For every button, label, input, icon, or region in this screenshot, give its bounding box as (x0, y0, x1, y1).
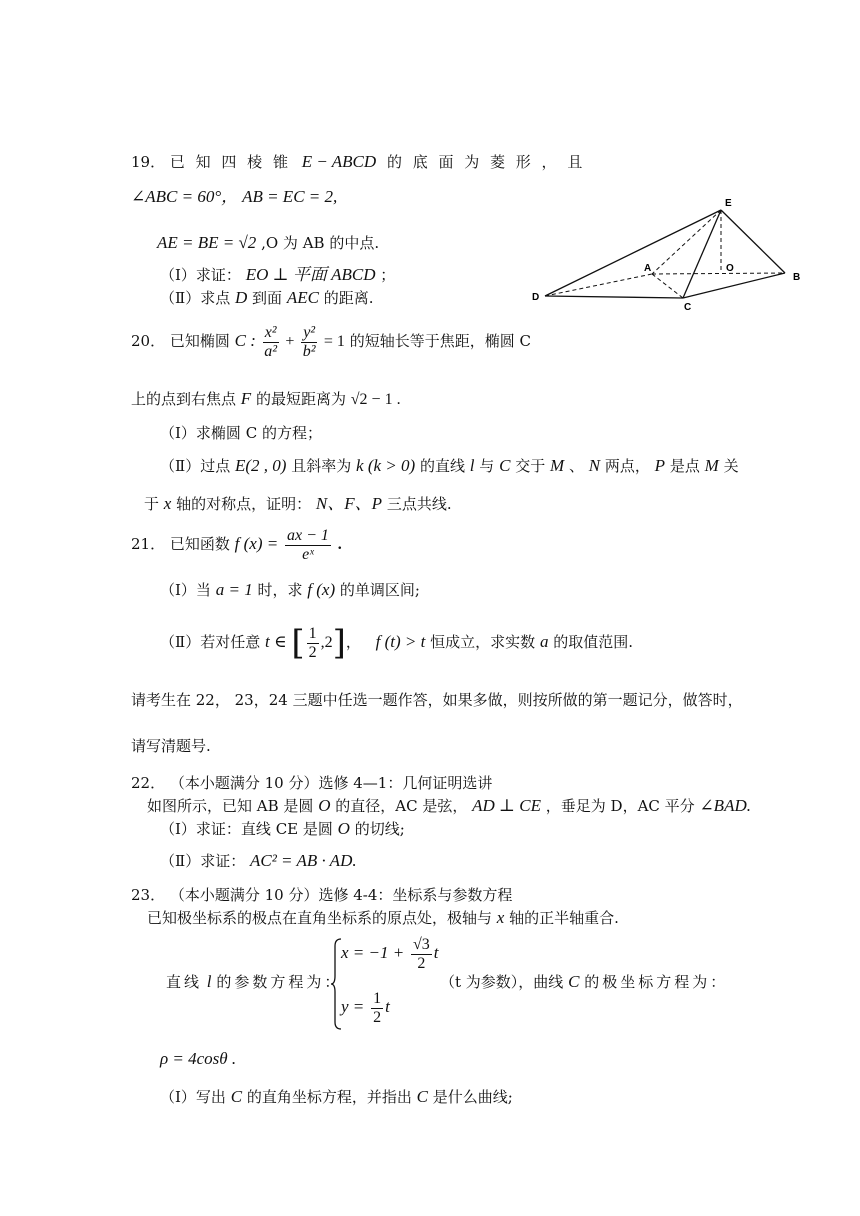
y-over-b-fraction: $\frac{\text{y²}}{\text{b²}}$ (302, 323, 316, 360)
interval-left-bracket: [ (291, 623, 305, 663)
interval-right-bracket: ] (332, 623, 346, 663)
pyramid-figure (520, 192, 820, 312)
q19-part2: （Ⅱ）求点 D 到面 AEC 的距离. (160, 288, 374, 307)
q20-part1: （Ⅰ）求椭圆 C 的方程； (160, 424, 322, 442)
vertex-A: A (644, 263, 652, 274)
param-eq-y: y = $\frac{1}{2}$ t (341, 989, 390, 1026)
q22-header: 22． （本小题满分 10 分）选修 4—1：几何证明选讲 (131, 774, 493, 792)
q23-line2-tail: （t 为参数），曲线 C 的极坐标方程为： (440, 972, 729, 991)
half-fraction: $\frac{1}{2}$ (308, 624, 317, 661)
q23-line2-label: 直线 l 的参数方程为： (166, 972, 343, 991)
q20-part2-cont: 于 x 轴的对称点，证明： N、F、P 三点共线. (144, 494, 452, 513)
selection-note-line1: 请考生在 22， 23，24 三题中任选一题作答，如果多做，则按所做的第一题记分，做答时， (131, 691, 743, 709)
vertex-C: C (684, 302, 692, 312)
x-over-a-fraction: $\frac{\text{x²}}{\text{a²}}$ (264, 323, 278, 360)
param-eq-x: x = −1 + $\frac{√3}{2}$ t (341, 935, 439, 972)
q21-part2: （Ⅱ）若对任意 t ∈ [ $\frac{1}{2}$ ,2]， f (t) > t 恒成立，求实数 a 的取值范围. (160, 623, 633, 663)
q20-line1: 20． 已知椭圆 C : $\frac{\text{x²}}{\text{a²}}$ + $\frac{\text{y²}}{\text{b²}}$ = 1 的短轴长等于焦距，椭圆 C (131, 323, 531, 360)
selection-note-line2: 请写清题号. (131, 737, 211, 755)
q19-line2: ∠ABC = 60°， AB = EC = 2, (131, 187, 338, 206)
q23-header: 23． （本小题满分 10 分）选修 4-4：坐标系与参数方程 (131, 886, 513, 904)
q19-part1: （Ⅰ）求证： EO ⊥ 平面 ABCD ； (160, 265, 396, 284)
one-half-fraction: $\frac{1}{2}$ (373, 989, 382, 1026)
vertex-E: E (725, 198, 732, 209)
vertex-O: O (726, 263, 734, 274)
polar-equation: ρ = 4cosθ . (160, 1049, 237, 1068)
q20-part2: （Ⅱ）过点 E(2 , 0) 且斜率为 k (k > 0) 的直线 l 与 C 交于 M 、 N 两点， P 是点 M 关 (160, 456, 739, 475)
q21-part1: （Ⅰ）当 a = 1 时，求 f (x) 的单调区间; (160, 580, 420, 599)
vertex-D: D (532, 292, 540, 303)
q22-part2: （Ⅱ）求证： AC² = AB · AD. (160, 851, 357, 870)
q22-line1: 如图所示，已知 AB 是圆 O 的直径，AC 是弦， AD ⊥ CE ，垂足为 D，AC 平分 ∠BAD. (147, 796, 751, 815)
q19-number: 19． (131, 153, 166, 171)
q19-line1: 19． 已 知 四 棱 锥 E − ABCD 的 底 面 为 菱 形 ， 且 (131, 152, 586, 171)
function-fraction: $\frac{ax - 1}{\text{eˣ}}$ (287, 526, 329, 563)
q21-line1: 21． 已知函数 f (x) = $\frac{ax - 1}{\text{eˣ}}$ . (131, 526, 342, 563)
vertex-B: B (793, 272, 801, 283)
sqrt3-over-2-fraction: $\frac{√3}{2}$ (413, 935, 430, 972)
q20-line2: 上的点到右焦点 F 的最短距离为 √2 − 1 . (131, 389, 401, 408)
q19-line3: AE = BE = √2 ,O 为 AB 的中点. (157, 233, 380, 252)
q23-line1: 已知极坐标系的极点在直角坐标系的原点处，极轴与 x 轴的正半轴重合. (147, 908, 619, 927)
q23-part1: （Ⅰ）写出 C 的直角坐标方程，并指出 C 是什么曲线; (160, 1087, 513, 1106)
q22-part1: （Ⅰ）求证：直线 CE 是圆 O 的切线; (160, 819, 405, 838)
